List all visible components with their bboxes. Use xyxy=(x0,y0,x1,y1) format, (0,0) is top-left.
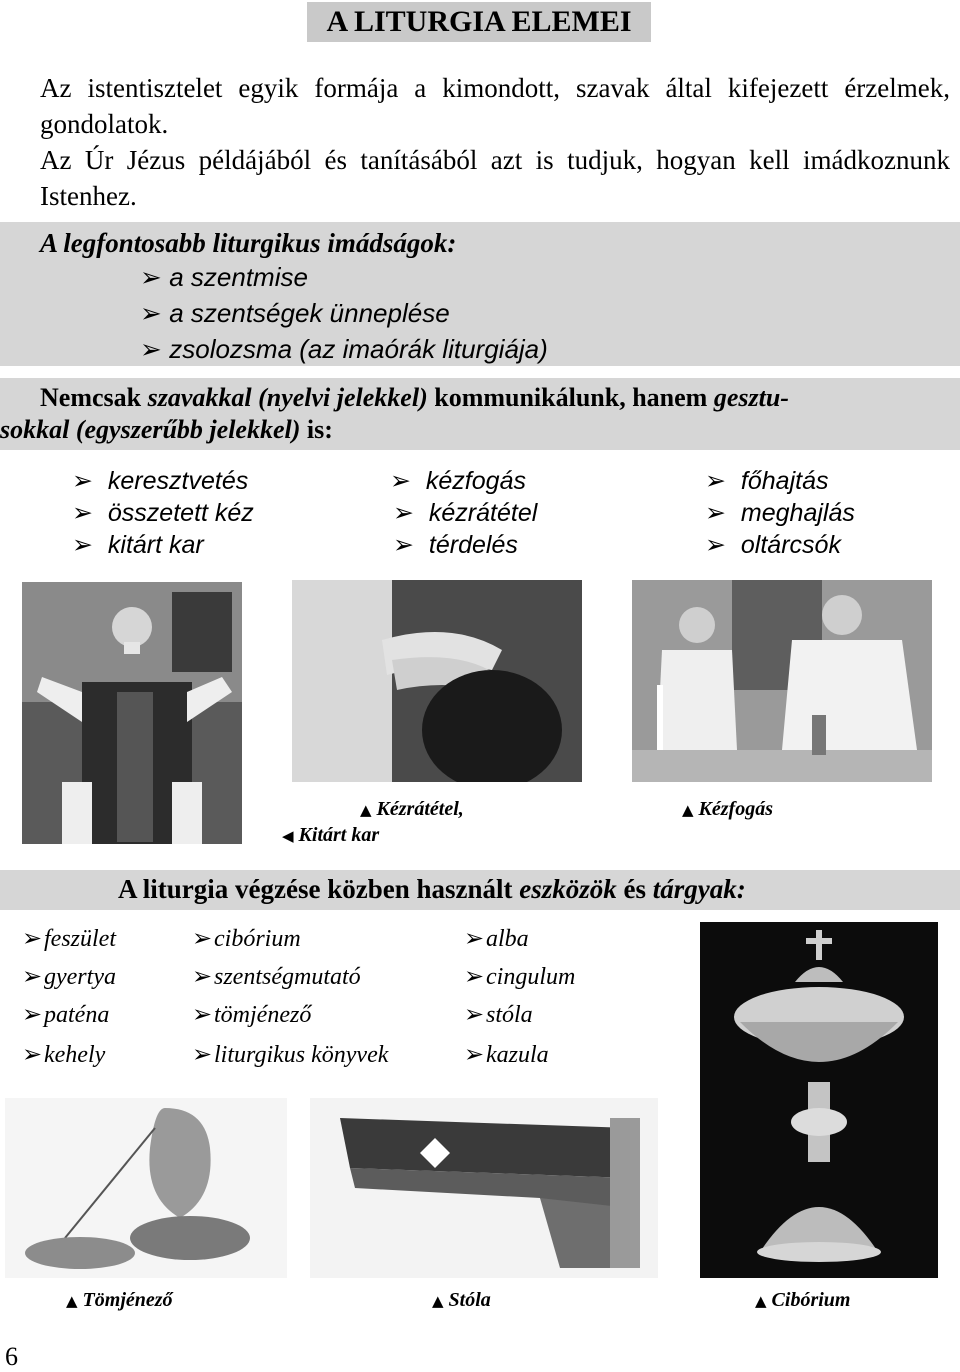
gesture-item: ➢ oltárcsók xyxy=(705,530,841,559)
object-item: ➢kehely xyxy=(22,1040,106,1068)
caption-kezratetel: ▲ Kézrátétel, xyxy=(360,798,464,820)
caption-tomjenezo: ▲ Tömjénező xyxy=(66,1289,173,1311)
gesture-item: ➢ főhajtás xyxy=(705,466,829,495)
arrow-right-icon: ➢ xyxy=(22,962,43,990)
gestures-intro-box xyxy=(0,378,960,450)
caption-kezfogas: ▲ Kézfogás xyxy=(682,798,773,820)
object-item: ➢cibórium xyxy=(192,924,301,952)
arrow-right-icon: ➢ xyxy=(192,1040,213,1068)
object-item: ➢alba xyxy=(464,924,529,952)
gesture-item: ➢ összetett kéz xyxy=(72,498,254,527)
prayers-heading: A legfontosabb liturgikus imádságok: xyxy=(40,228,457,258)
object-item: ➢paténa xyxy=(22,1000,110,1028)
arrow-up-icon: ▲ xyxy=(682,801,694,819)
caption-stola: ▲ Stóla xyxy=(432,1289,491,1311)
gesture-item: ➢ kitárt kar xyxy=(72,530,204,559)
object-item: ➢stóla xyxy=(464,1000,533,1028)
arrow-up-icon: ▲ xyxy=(432,1292,444,1310)
arrow-left-icon: ◀ xyxy=(282,827,294,845)
object-item: ➢kazula xyxy=(464,1040,549,1068)
arrow-right-icon: ➢ xyxy=(464,1040,485,1068)
prayers-box xyxy=(0,222,960,366)
prayer-item: ➢ a szentségek ünneplése xyxy=(140,298,450,329)
arrow-right-icon: ➢ xyxy=(705,466,726,495)
object-item: ➢cingulum xyxy=(464,962,576,990)
arrow-right-icon: ➢ xyxy=(393,530,414,559)
prayer-item: ➢ zsolozsma (az imaórák liturgiája) xyxy=(140,334,548,365)
prayer-item: ➢ a szentmise xyxy=(140,262,308,293)
photo-kitart-kar xyxy=(22,582,242,844)
gesture-item: ➢ meghajlás xyxy=(705,498,855,527)
arrow-right-icon: ➢ xyxy=(22,1000,43,1028)
intro-paragraph-2: Az Úr Jézus példájából és tanításából azt is tudjuk, hogyan kell imádkoznunk Istenhez. xyxy=(40,145,950,211)
intro-paragraph-1: Az istentisztelet egyik formája a kimondott, szavak által kifejezett érzelmek, gondolatok. xyxy=(40,73,950,139)
gesture-item: ➢ térdelés xyxy=(393,530,518,559)
object-item: ➢tömjénező xyxy=(192,1000,312,1028)
arrow-right-icon: ➢ xyxy=(192,1000,213,1028)
arrow-up-icon: ▲ xyxy=(66,1292,78,1310)
photo-stola xyxy=(310,1098,658,1278)
arrow-up-icon: ▲ xyxy=(755,1292,767,1310)
object-item: ➢szentségmutató xyxy=(192,962,361,990)
arrow-right-icon: ➢ xyxy=(393,498,414,527)
gesture-item: ➢ kézfogás xyxy=(390,466,526,495)
object-item: ➢gyertya xyxy=(22,962,116,990)
page-number: 6 xyxy=(5,1342,18,1371)
arrow-right-icon: ➢ xyxy=(705,498,726,527)
object-item: ➢feszület xyxy=(22,924,116,952)
arrow-right-icon: ➢ xyxy=(192,962,213,990)
arrow-right-icon: ➢ xyxy=(72,498,93,527)
arrow-up-icon: ▲ xyxy=(360,801,372,819)
photo-ciborium xyxy=(700,922,938,1278)
photo-tomjenezo xyxy=(5,1098,287,1278)
arrow-right-icon: ➢ xyxy=(72,530,93,559)
page-title: A LITURGIA ELEMEI xyxy=(307,2,651,42)
arrow-right-icon: ➢ xyxy=(22,924,43,952)
arrow-right-icon: ➢ xyxy=(464,962,485,990)
gesture-item: ➢ keresztvetés xyxy=(72,466,249,495)
arrow-right-icon: ➢ xyxy=(705,530,726,559)
object-item: ➢liturgikus könyvek xyxy=(192,1040,389,1068)
gesture-item: ➢ kézrátétel xyxy=(393,498,538,527)
caption-ciborium: ▲ Cibórium xyxy=(755,1289,851,1311)
objects-heading: A liturgia végzése közben használt eszközök és tárgyak: xyxy=(118,874,746,904)
arrow-right-icon: ➢ xyxy=(390,466,411,495)
arrow-right-icon: ➢ xyxy=(140,335,162,365)
photo-kezfogas xyxy=(632,580,932,782)
caption-kitart-kar: ◀ Kitárt kar xyxy=(282,824,380,846)
arrow-right-icon: ➢ xyxy=(140,299,162,329)
arrow-right-icon: ➢ xyxy=(72,466,93,495)
arrow-right-icon: ➢ xyxy=(464,924,485,952)
arrow-right-icon: ➢ xyxy=(464,1000,485,1028)
arrow-right-icon: ➢ xyxy=(22,1040,43,1068)
photo-kezratetel xyxy=(292,580,582,782)
arrow-right-icon: ➢ xyxy=(192,924,213,952)
intro-text xyxy=(40,70,950,214)
objects-heading-box xyxy=(0,870,960,910)
arrow-right-icon: ➢ xyxy=(140,263,162,293)
gestures-intro-text: Nemcsak szavakkal (nyelvi jelekkel) kommunikálunk, hanem gesztu- sokkal (egyszerűbb jelekkel) is: xyxy=(0,383,789,444)
